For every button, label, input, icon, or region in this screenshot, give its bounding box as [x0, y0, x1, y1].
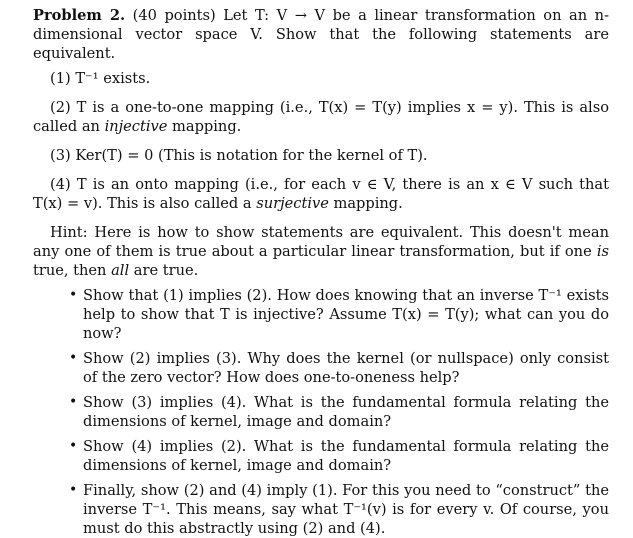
bullet-text: Show that (1) implies (2). How does knowing that an inverse T⁻¹ exists help to show that T is injective? Assume T(x) = T(y); what can you do now?	[83, 287, 609, 342]
statement-text: Ker(T) = 0 (This is notation for the kernel of T).	[75, 147, 428, 164]
emphasis-injective: injective	[104, 118, 168, 135]
statement-text-end: mapping.	[328, 195, 403, 212]
statement-2	[33, 98, 609, 136]
list-item	[69, 349, 609, 387]
statement-text: T is a one-to-one mapping (i.e., T(x) = T(y) implies x = y). This is also	[76, 99, 609, 116]
bullet-icon: •	[69, 482, 78, 498]
emphasis-surjective: surjective	[256, 195, 329, 212]
hint-paragraph	[33, 223, 609, 280]
statement-text-cont: called an	[33, 118, 105, 135]
statement-text: T⁻¹ exists.	[75, 70, 151, 87]
statement-1	[33, 69, 609, 88]
list-item	[69, 286, 609, 343]
problem-intro-line1: Let T: V → V be a linear transformation on an n-	[223, 7, 609, 24]
statement-number: (3)	[50, 147, 71, 164]
bullet-icon: •	[69, 438, 78, 454]
bullet-text: Finally, show (2) and (4) imply (1). For this you need to “construct” the inverse T⁻¹. This means, say what T⁻¹(v) is for every v. Of course, you must do this abstractly using (2) and (4).	[83, 482, 609, 537]
hint-text-end: are true.	[129, 262, 199, 279]
problem-points: (40 points)	[132, 7, 216, 24]
statement-4	[33, 175, 609, 213]
hint-text-mid: true, then	[33, 262, 112, 279]
statement-number: (2)	[50, 99, 71, 116]
bullet-icon: •	[69, 350, 78, 366]
bullet-text: Show (4) implies (2). What is the fundamental formula relating the dimensions of kernel, image and domain?	[83, 438, 609, 474]
hint-text: Hint: Here is how to show statements are equivalent. This doesn't mean any one of them is true about a particular linear transformation, but if one	[33, 224, 609, 260]
emphasis-is: is	[596, 243, 609, 260]
bullet-icon: •	[69, 394, 78, 410]
emphasis-all: all	[111, 262, 130, 279]
problem-label: Problem 2.	[33, 7, 126, 24]
list-item	[69, 393, 609, 431]
statement-text: T is an onto mapping (i.e., for each v ∈ V, there is an x ∈ V such that	[76, 176, 609, 193]
bullet-text: Show (3) implies (4). What is the fundamental formula relating the dimensions of kernel, image and domain?	[83, 394, 609, 430]
list-item	[69, 437, 609, 475]
statement-3	[33, 146, 609, 165]
bullet-icon: •	[69, 287, 78, 303]
problem-intro	[33, 6, 609, 63]
statement-number: (1)	[50, 70, 71, 87]
statement-text-end: mapping.	[167, 118, 242, 135]
problem-intro-line2: dimensional vector space V. Show that the following statements are equivalent.	[33, 26, 609, 62]
list-item	[69, 481, 609, 538]
hint-bullet-list	[33, 286, 609, 538]
statement-text-cont: T(x) = v). This is also called a	[33, 195, 257, 212]
bullet-text: Show (2) implies (3). Why does the kernel (or nullspace) only consist of the zero vector? How does one-to-oneness help?	[83, 350, 609, 386]
statement-number: (4)	[50, 176, 71, 193]
